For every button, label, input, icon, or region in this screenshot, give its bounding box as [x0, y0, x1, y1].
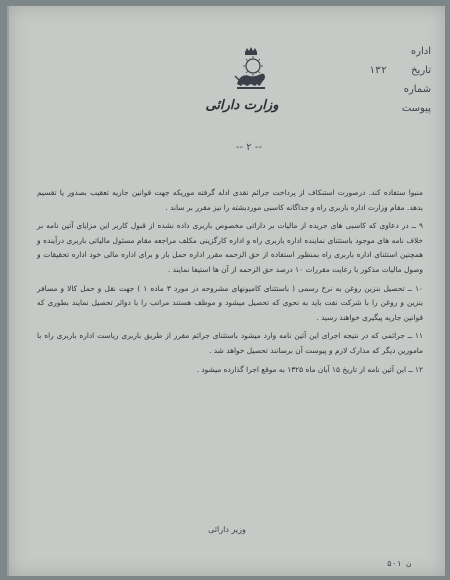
paragraph: ۱۲ ــ این آئین نامه از تاریخ ۱۵ آبان ماه ۱۳۲۵ به موقع اجرا گذارده میشود . — [196, 364, 423, 374]
field-label: اداره — [410, 46, 431, 57]
header-field-attachment — [329, 103, 437, 122]
paragraph: منبوا ستفاده کند. درصورت استنکاف از پرداخت جرائم نقدی ادله گرفته موریکه جهت قوانین جاریه تعقیب بصدور یا تقسیم بدهد. مقام وزارت اداره باربری راه و جداگانه کاسبی موردبشته را نیز مقرر بر ساند . — [37, 188, 423, 212]
lion-and-sun-emblem-icon — [231, 46, 271, 94]
header-field-office — [329, 46, 437, 65]
paragraph: ۱۱ ــ جرائمی که در نتیجه اجرای این آئین نامه وارد میشود باستثنای جرائم مقرر از طریق باربری ریاست اداره باربری راه با مامورین دیگر که مدارک لازم و پیوست آن برسانند تحصیل خواهد شد . — [37, 331, 423, 355]
header-fields — [329, 46, 437, 122]
paragraph: ۹ ــ در دعاوی که کاسبی های جریده از مالیات بر دارائی مخصوص باربری داده نشده از قبول کاربر این مزایای آئین نامه بر خلاف نامه های موجود باستثنای نماینده اداره باربری راه و اداره کارگزینی مکلف مراجعه مقام مسئول مالیاتی باربری درآینده و همچنین استثنای اداره باربری راه بمنظور استفاده از حق الزحمه مقرر اداره حمل بار و برای اداره مالی خود اداره تحقیقات و وصول مالیات مذکور با رعایت مقررات ۱۰ درصد حق الزحمه از آن ها استیفا نمایند . — [37, 221, 423, 274]
document-page — [7, 6, 445, 576]
field-label: شماره — [403, 84, 431, 95]
header-field-number — [329, 84, 437, 103]
field-label: پیوست — [401, 103, 431, 114]
signature-line: وزیر دارائی — [208, 525, 246, 534]
field-value: ۱۳۲ — [368, 65, 387, 76]
paragraph: ۱۰ ــ تحصیل بنزین روغن به نرخ رسمی ( باستثنای کامیونهای مشروحه در مورد ۳ ماده ۱ ) جهت نقل و حمل کالا و مسافر بنزین و روغن را با شرکت نفت باید به نحوی که تحصیل میشود و موظف هستند مراتب را با دوائر تحصیل نمایند بطوری که قوانین جاریه پیگیری خواهند رسید . — [37, 283, 424, 322]
field-label: تاریخ — [411, 65, 431, 76]
footer-number: ۵۰۱ ن — [387, 559, 412, 568]
ministry-title: وزارت دارائی — [205, 98, 279, 113]
document-body — [37, 186, 423, 381]
header-field-date — [329, 65, 437, 84]
page-number: -- ۲ -- — [235, 142, 263, 153]
